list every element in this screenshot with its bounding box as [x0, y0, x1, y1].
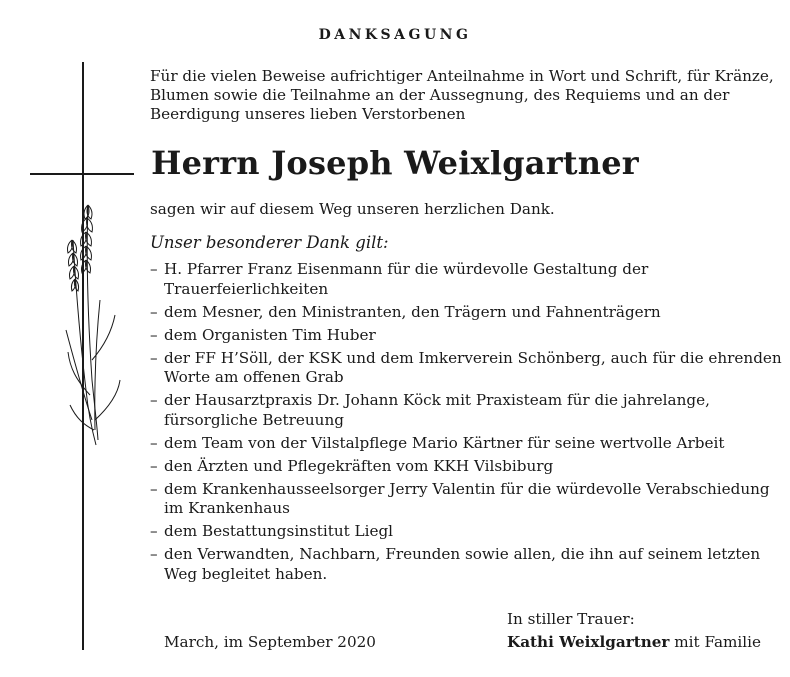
- cross-icon: [0, 0, 140, 677]
- mourning-label: In stiller Trauer:: [507, 610, 635, 628]
- signature-suffix: mit Familie: [669, 633, 761, 651]
- list-item: – dem Bestattungsinstitut Liegl: [150, 522, 785, 542]
- list-item: – den Ärzten und Pflegekräften vom KKH Vilsbiburg: [150, 457, 785, 477]
- list-item: – den Verwandten, Nachbarn, Freunden sowie allen, die ihn auf seinem letzten Weg begleitet haben.: [150, 545, 785, 584]
- thanks-line: sagen wir auf diesem Weg unseren herzlichen Dank.: [150, 200, 555, 218]
- special-thanks-heading: Unser besonderer Dank gilt:: [150, 233, 389, 252]
- thanks-list: [150, 260, 785, 588]
- list-item: – dem Team von der Vilstalpflege Mario Kärtner für seine wertvolle Arbeit: [150, 434, 785, 454]
- signature-name: Kathi Weixlgartner: [507, 633, 670, 651]
- list-item: – der FF H’Söll, der KSK und dem Imkerverein Schönberg, auch für die ehrenden Worte am offenen Grab: [150, 349, 785, 388]
- wheat-ears-icon: [66, 205, 120, 445]
- list-item: – dem Mesner, den Ministranten, den Trägern und Fahnenträgern: [150, 303, 785, 323]
- list-item: – H. Pfarrer Franz Eisenmann für die würdevolle Gestaltung der Trauerfeierlichkeiten: [150, 260, 785, 299]
- intro-text: Für die vielen Beweise aufrichtiger Anteilnahme in Wort und Schrift, für Kränze, Blumen sowie die Teilnahme an der Aussegnung, des Requiems und an der Beerdigung unseres lieben Verstorbenen: [150, 67, 774, 123]
- list-item: – dem Krankenhausseelsorger Jerry Valentin für die würdevolle Verabschiedung im Krankenhaus: [150, 480, 785, 519]
- signature: [507, 633, 761, 652]
- list-item: – dem Organisten Tim Huber: [150, 326, 785, 346]
- page-title: DANKSAGUNG: [318, 27, 472, 43]
- place-date: March, im September 2020: [164, 633, 376, 651]
- deceased-name: Herrn Joseph Weixlgartner: [151, 144, 639, 182]
- list-item: – der Hausarztpraxis Dr. Johann Köck mit Praxisteam für die jahrelange, fürsorgliche Betreuung: [150, 391, 785, 430]
